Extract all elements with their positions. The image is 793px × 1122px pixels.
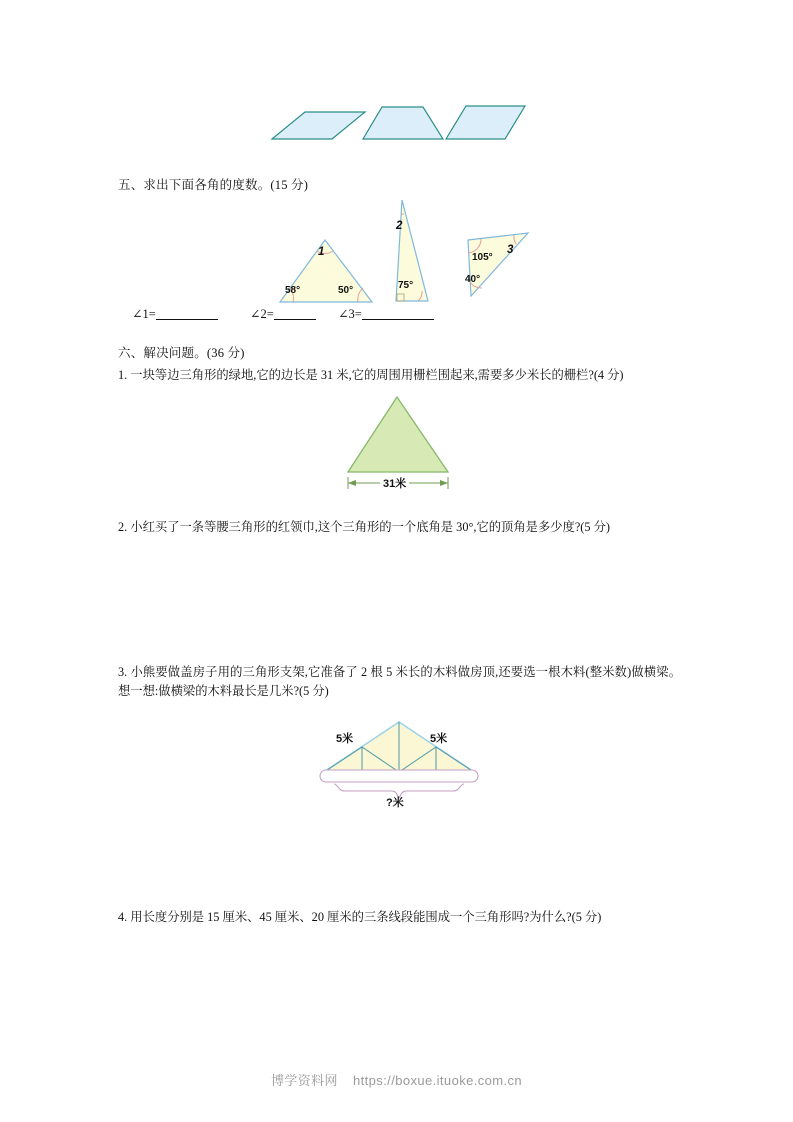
triangle-angle-2 xyxy=(388,196,438,308)
footer-site-name: 博学资料网 xyxy=(270,1073,338,1088)
angle-label-2: 2 xyxy=(396,220,403,232)
green-triangle-shape xyxy=(348,397,448,472)
dimension-arrow-left xyxy=(348,480,356,486)
angle-label-3: 3 xyxy=(507,244,514,256)
angle-given-58: 58° xyxy=(285,285,301,296)
green-triangle-dimension-label: 31米 xyxy=(380,475,409,491)
question-2-text: 2. 小红买了一条等腰三角形的红领巾,这个三角形的一个底角是 30°,它的顶角是多少度?(5 分) xyxy=(118,520,610,534)
blank-angle-3[interactable]: ∠3= xyxy=(338,306,434,322)
blank-angle-2[interactable]: ∠2= xyxy=(250,306,316,322)
triangle-3-shape xyxy=(468,233,528,296)
parallelogram-shape-1 xyxy=(272,112,365,139)
question-3-text: 3. 小熊要做盖房子用的三角形支架,它准备了 2 根 5 米长的木料做房顶,还要选一根木料(整米数)做横梁。想一想:做横梁的木料最长是几米?(5 分) xyxy=(118,665,681,698)
section-six-heading: 六、解决问题。(36 分) xyxy=(118,346,245,360)
blank-line-1[interactable] xyxy=(156,319,218,320)
truss-bottom-beam xyxy=(320,770,478,782)
triangle-angle-3 xyxy=(458,226,536,306)
truss-label-left-rafter: 5米 xyxy=(336,733,354,745)
angle-given-105: 105° xyxy=(472,252,493,263)
footer-url: https://boxue.ituoke.com.cn xyxy=(352,1073,523,1088)
angle-given-40: 40° xyxy=(465,274,481,285)
answer-blanks-row xyxy=(132,306,434,322)
blank-angle-1[interactable]: ∠1= xyxy=(132,306,218,322)
parallelogram-shape-2 xyxy=(446,106,525,139)
dimension-arrow-right xyxy=(440,480,448,486)
angle-given-50: 50° xyxy=(338,285,354,296)
angle-label-1: 1 xyxy=(318,246,325,258)
quadrilaterals-figure xyxy=(260,84,560,164)
trapezoid-shape xyxy=(363,107,443,139)
blank-line-3[interactable] xyxy=(362,319,434,320)
question-1-text: 1. 一块等边三角形的绿地,它的边长是 31 米,它的周围用栅栏围起来,需要多少米长的栅栏?(4 分) xyxy=(118,368,624,382)
footer xyxy=(0,1070,793,1089)
triangle-angle-1 xyxy=(272,232,382,310)
angle-given-75: 75° xyxy=(398,280,414,291)
question-4-text: 4. 用长度分别是 15 厘米、45 厘米、20 厘米的三条线段能围成一个三角形吗?为什么?(5 分) xyxy=(118,910,602,924)
roof-truss-diagram xyxy=(312,714,487,809)
truss-label-right-rafter: 5米 xyxy=(430,733,448,745)
truss-label-span: ?米 xyxy=(386,797,404,809)
equilateral-green-triangle xyxy=(330,392,480,492)
blank-line-2[interactable] xyxy=(274,319,316,320)
section-five-heading: 五、求出下面各角的度数。(15 分) xyxy=(118,178,309,192)
